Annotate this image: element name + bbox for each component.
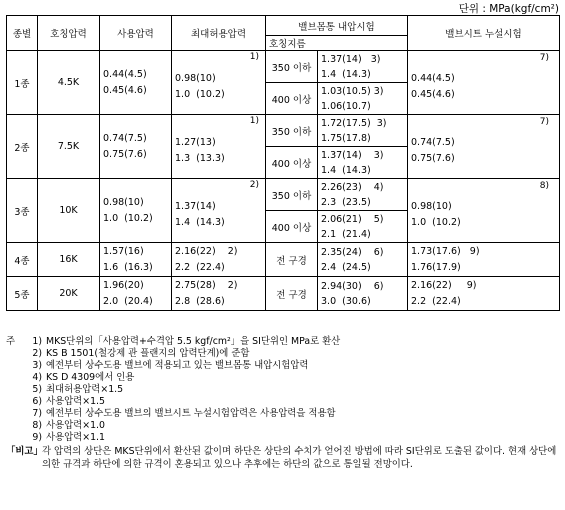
note-text: 사용압력×1.1 <box>46 432 105 443</box>
footnote-ref: 8) <box>539 181 549 191</box>
footnote-ref: 7) <box>539 53 549 63</box>
seat-leak-test-line: 0.45(4.6) <box>411 88 455 100</box>
max-allowable-cell <box>172 243 266 277</box>
note-lead <box>6 360 26 372</box>
table-row <box>7 51 560 83</box>
unit-label: 단위 : MPa(kgf/cm²) <box>458 3 559 15</box>
max-allowable-cell <box>172 179 266 243</box>
note-number: 2) <box>32 348 42 359</box>
header-working-pressure: 사용압력 <box>100 16 172 51</box>
body-test-pressure-cell <box>318 211 408 243</box>
note-text: 최대허용압력×1.5 <box>46 384 124 395</box>
nominal-size-cell: 전 구경 <box>266 243 318 277</box>
note-number: 8) <box>32 420 42 431</box>
note-item <box>6 336 559 348</box>
note-number: 7) <box>32 408 42 419</box>
note-text: 예전부터 상수도용 밸브에 적용되고 있는 밸브몸통 내압시험압력 <box>46 360 309 371</box>
seat-leak-test-line: 0.75(7.6) <box>411 152 455 164</box>
max-allowable-cell <box>172 115 266 179</box>
note-lead <box>6 408 26 420</box>
seat-leak-test-line: 0.98(10) <box>411 200 452 212</box>
working-pressure-line: 0.74(7.5) <box>103 132 147 144</box>
body-test-pressure-line: 1.72(17.5) 3) <box>321 117 387 129</box>
footnote-ref: 7) <box>539 117 549 127</box>
body-test-pressure-line: 2.4 (24.5) <box>321 261 371 273</box>
body-test-pressure-cell <box>318 51 408 83</box>
note-lead: 주 <box>6 336 16 347</box>
body-test-pressure-line: 2.06(21) 5) <box>321 213 384 225</box>
nominal-size-cell: 400 이상 <box>266 83 318 115</box>
working-pressure-line: 1.96(20) <box>103 279 144 291</box>
remark-label: 「비고」 <box>6 446 43 457</box>
note-item <box>6 360 559 372</box>
nominal-size-cell: 350 이하 <box>266 179 318 211</box>
seat-leak-test-line: 0.74(7.5) <box>411 136 455 148</box>
class-cell: 5종 <box>7 277 38 311</box>
max-allowable-line: 1.37(14) <box>175 200 216 212</box>
note-lead <box>6 432 26 444</box>
nominal-size-cell: 전 구경 <box>266 277 318 311</box>
body-test-pressure-line: 2.35(24) 6) <box>321 246 384 258</box>
note-number: 1) <box>32 336 42 347</box>
working-pressure-line: 0.75(7.6) <box>103 148 147 160</box>
seat-leak-test-line: 2.2 (22.4) <box>411 295 461 307</box>
nominal-size-cell: 400 이상 <box>266 147 318 179</box>
note-number: 4) <box>32 372 42 383</box>
note-lead <box>6 348 26 360</box>
header-nominal-size: 호칭지름 <box>266 36 408 51</box>
seat-leak-test-line: 1.76(17.9) <box>411 261 461 273</box>
table-row <box>7 115 560 147</box>
working-pressure-cell <box>100 243 172 277</box>
working-pressure-cell <box>100 277 172 311</box>
header-nominal-pressure: 호칭압력 <box>38 16 100 51</box>
body-test-pressure-line: 2.3 (23.5) <box>321 196 371 208</box>
header-valve-body-test: 밸브몸통 내압시험 <box>266 16 408 36</box>
note-number: 6) <box>32 396 42 407</box>
header-seat-leak-test: 밸브시트 누설시험 <box>408 16 560 51</box>
body-test-pressure-line: 2.94(30) 6) <box>321 280 384 292</box>
body-test-pressure-cell <box>318 147 408 179</box>
remark <box>6 445 559 471</box>
note-lead <box>6 372 26 384</box>
body-test-pressure-line: 2.1 (21.4) <box>321 228 371 240</box>
working-pressure-line: 2.0 (20.4) <box>103 295 153 307</box>
nominal-pressure-cell: 4.5K <box>38 51 100 115</box>
working-pressure-line: 1.57(16) <box>103 245 144 257</box>
seat-leak-test-line: 1.0 (10.2) <box>411 216 461 228</box>
body-test-pressure-cell <box>318 243 408 277</box>
max-allowable-line: 1.0 (10.2) <box>175 88 225 100</box>
max-allowable-line: 2.75(28) 2) <box>175 279 238 291</box>
working-pressure-line: 0.98(10) <box>103 196 144 208</box>
working-pressure-line: 1.0 (10.2) <box>103 212 153 224</box>
header-max-allowable <box>172 16 266 51</box>
pressure-spec-table <box>6 15 560 311</box>
working-pressure-cell <box>100 51 172 115</box>
note-number: 9) <box>32 432 42 443</box>
body-test-pressure-line: 1.4 (14.3) <box>321 68 371 80</box>
notes-section <box>6 336 559 471</box>
table-row <box>7 243 560 277</box>
class-cell: 2종 <box>7 115 38 179</box>
working-pressure-cell <box>100 179 172 243</box>
nominal-pressure-cell: 16K <box>38 243 100 277</box>
note-text: 예전부터 상수도용 밸브의 밸브시트 누설시험압력은 사용압력을 적용함 <box>46 408 336 419</box>
nominal-size-cell: 400 이상 <box>266 211 318 243</box>
max-allowable-cell <box>172 277 266 311</box>
note-lead <box>6 396 26 408</box>
seat-leak-test-line: 0.44(4.5) <box>411 72 455 84</box>
table-row <box>7 277 560 311</box>
body-test-pressure-line: 1.37(14) 3) <box>321 149 384 161</box>
note-item <box>6 348 559 360</box>
remark-text: 각 압력의 상단은 MKS단위에서 환산된 값이며 하단은 상단의 수치가 얻어진 방법에 따라 SI단위로 도출된 값이다. 현재 상단에 의한 규격과 하단에 의한 규격이 혼용되고 있으나 추후에는 하단의 값으로 통일될 전망이다. <box>42 446 557 470</box>
body-test-pressure-line: 2.26(23) 4) <box>321 181 384 193</box>
note-number: 3) <box>32 360 42 371</box>
footnote-ref: 1) <box>249 52 259 62</box>
header-max-allowable-label: 최대허용압력 <box>190 29 247 40</box>
max-allowable-cell <box>172 51 266 115</box>
max-allowable-line: 1.27(13) <box>175 136 216 148</box>
body-test-pressure-line: 1.37(14) 3) <box>321 53 381 65</box>
note-lead <box>6 420 26 432</box>
seat-leak-test-line: 1.73(17.6) 9) <box>411 245 480 257</box>
body-test-pressure-line: 3.0 (30.6) <box>321 295 371 307</box>
footnote-ref: 1) <box>249 116 259 126</box>
body-test-pressure-cell <box>318 179 408 211</box>
working-pressure-line: 1.6 (16.3) <box>103 261 153 273</box>
body-test-pressure-cell <box>318 83 408 115</box>
class-cell: 1종 <box>7 51 38 115</box>
body-test-pressure-line: 1.4 (14.3) <box>321 164 371 176</box>
note-text: MKS단위의「사용압력+수격압 5.5 kgf/cm²」을 SI단위인 MPa로 환산 <box>46 336 341 347</box>
note-item <box>6 384 559 396</box>
note-item <box>6 396 559 408</box>
max-allowable-line: 1.4 (14.3) <box>175 216 225 228</box>
note-item <box>6 372 559 384</box>
working-pressure-line: 0.45(4.6) <box>103 84 147 96</box>
table-body <box>7 51 560 311</box>
working-pressure-line: 0.44(4.5) <box>103 68 147 80</box>
nominal-size-cell: 350 이하 <box>266 51 318 83</box>
note-item <box>6 432 559 444</box>
max-allowable-line: 1.3 (13.3) <box>175 152 225 164</box>
class-cell: 4종 <box>7 243 38 277</box>
note-text: 사용압력×1.0 <box>46 420 105 431</box>
seat-leak-test-line: 2.16(22) 9) <box>411 279 477 291</box>
header-class: 종별 <box>7 16 38 51</box>
note-text: 사용압력×1.5 <box>46 396 105 407</box>
max-allowable-line: 2.8 (28.6) <box>175 295 225 307</box>
max-allowable-line: 2.2 (22.4) <box>175 261 225 273</box>
nominal-size-cell: 350 이하 <box>266 115 318 147</box>
max-allowable-line: 0.98(10) <box>175 72 216 84</box>
table-row <box>7 179 560 211</box>
body-test-pressure-line: 1.03(10.5) 3) <box>321 85 384 97</box>
max-allowable-line: 2.16(22) 2) <box>175 245 238 257</box>
note-lead <box>6 384 26 396</box>
seat-leak-test-cell <box>408 243 560 277</box>
notes-list <box>6 336 559 444</box>
seat-leak-test-cell <box>408 115 560 179</box>
body-test-pressure-line: 1.75(17.8) <box>321 132 371 144</box>
nominal-pressure-cell: 7.5K <box>38 115 100 179</box>
note-text: KS D 4309에서 인용 <box>46 372 135 383</box>
body-test-pressure-line: 1.06(10.7) <box>321 100 371 112</box>
class-cell: 3종 <box>7 179 38 243</box>
working-pressure-cell <box>100 115 172 179</box>
note-text: KS B 1501(철강제 관 플랜지의 압력단계)에 준함 <box>46 348 250 359</box>
seat-leak-test-cell <box>408 51 560 115</box>
note-item <box>6 420 559 432</box>
nominal-pressure-cell: 20K <box>38 277 100 311</box>
seat-leak-test-cell <box>408 179 560 243</box>
note-item <box>6 408 559 420</box>
note-number: 5) <box>32 384 42 395</box>
body-test-pressure-cell <box>318 277 408 311</box>
nominal-pressure-cell: 10K <box>38 179 100 243</box>
seat-leak-test-cell <box>408 277 560 311</box>
body-test-pressure-cell <box>318 115 408 147</box>
footnote-ref: 2) <box>249 180 259 190</box>
